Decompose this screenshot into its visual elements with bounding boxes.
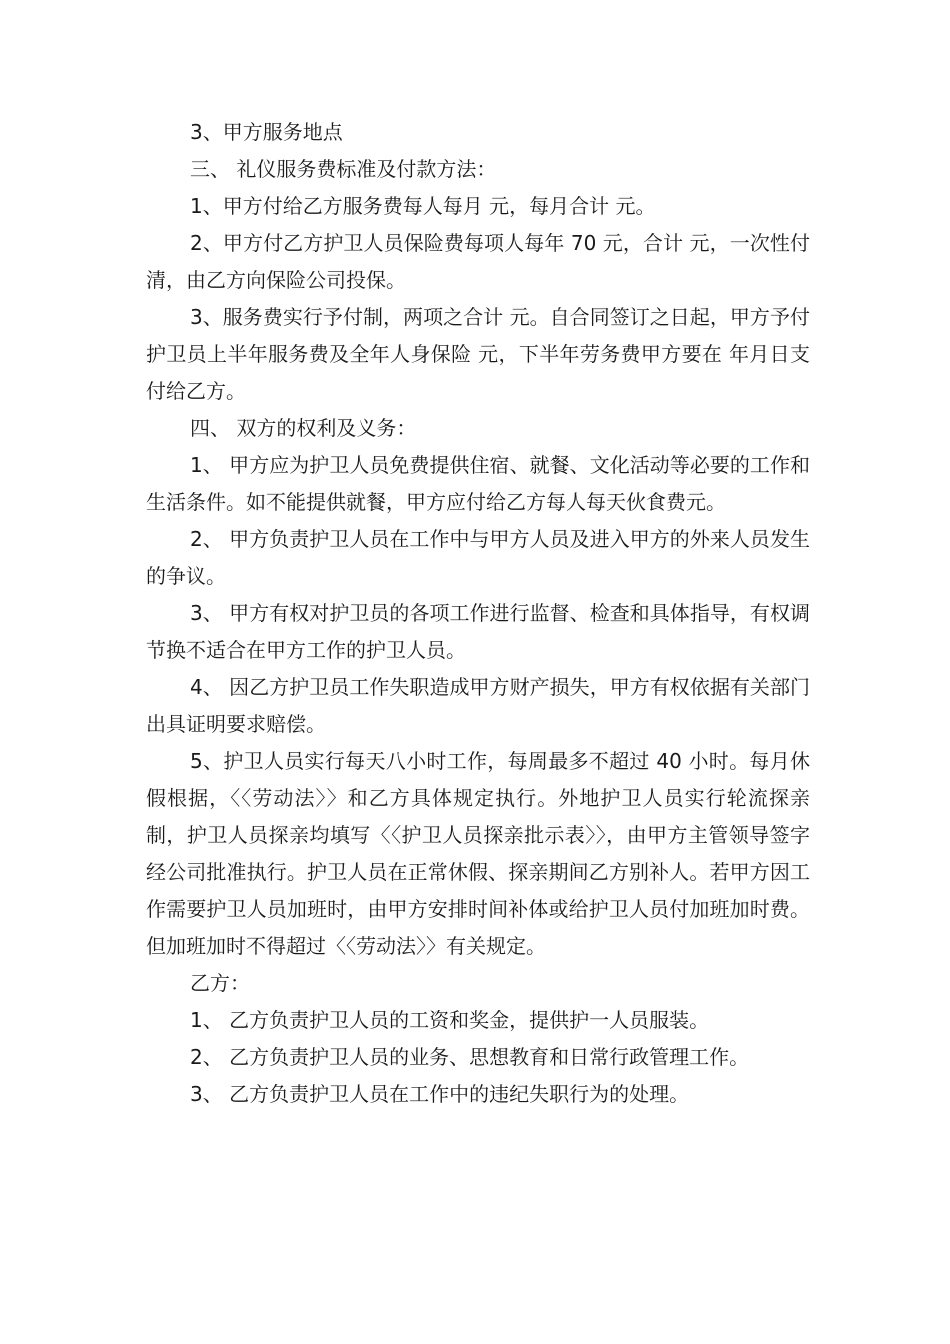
paragraph-party-b-3: 3、 乙方负责护卫人员在工作中的违纪失职行为的处理。 [190, 1082, 690, 1106]
paragraph-fee-2: 2、甲方付乙方护卫人员保险费每项人每年 70 元，合计 元，一次性付清，由乙方向保险公司投保。 [146, 231, 810, 292]
paragraph-party-b-2: 2、 乙方负责护卫人员的业务、思想教育和日常行政管理工作。 [190, 1045, 750, 1069]
paragraph-party-a-5: 5、护卫人员实行每天八小时工作，每周最多不超过 40 小时。每月休假根据，〈〈劳动法〉〉和乙方具体规定执行。外地护卫人员实行轮流探亲制，护卫人员探亲均填写〈〈护卫人员探亲批示表〉〉，由甲方主管领导签字经公司批准执行。护卫人员在正常休假、探亲期间乙方别补人。若甲方因工作需要护卫人员加班时，由甲方安排时间补体或给护卫人员付加班加时费。但加班加时不得超过〈〈劳动法〉〉有关规定。 [146, 749, 810, 958]
paragraph-fee-1: 1、甲方付给乙方服务费每人每月 元，每月合计 元。 [190, 194, 656, 218]
section-heading-rights: 四、 双方的权利及义务： [190, 416, 417, 440]
paragraph-party-b-1: 1、 乙方负责护卫人员的工资和奖金，提供护一人员服装。 [190, 1008, 710, 1032]
paragraph-fee-3: 3、服务费实行予付制，两项之合计 元。自合同签订之日起，甲方予付护卫员上半年服务费及全年人身保险 元，下半年劳务费甲方要在 年月日支付给乙方。 [146, 305, 810, 403]
section-heading-party-b: 乙方： [190, 971, 250, 995]
paragraph-party-a-2: 2、 甲方负责护卫人员在工作中与甲方人员及进入甲方的外来人员发生的争议。 [146, 527, 810, 588]
document-body [146, 114, 810, 1113]
paragraph-party-a-1: 1、 甲方应为护卫人员免费提供住宿、就餐、文化活动等必要的工作和生活条件。如不能提供就餐，甲方应付给乙方每人每天伙食费元。 [146, 453, 810, 514]
section-heading-fees: 三、 礼仪服务费标准及付款方法： [190, 157, 497, 181]
paragraph-service-location: 3、甲方服务地点 [190, 120, 343, 144]
paragraph-party-a-4: 4、 因乙方护卫员工作失职造成甲方财产损失，甲方有权依据有关部门出具证明要求赔偿。 [146, 675, 810, 736]
paragraph-party-a-3: 3、 甲方有权对护卫员的各项工作进行监督、检查和具体指导，有权调节换不适合在甲方工作的护卫人员。 [146, 601, 810, 662]
